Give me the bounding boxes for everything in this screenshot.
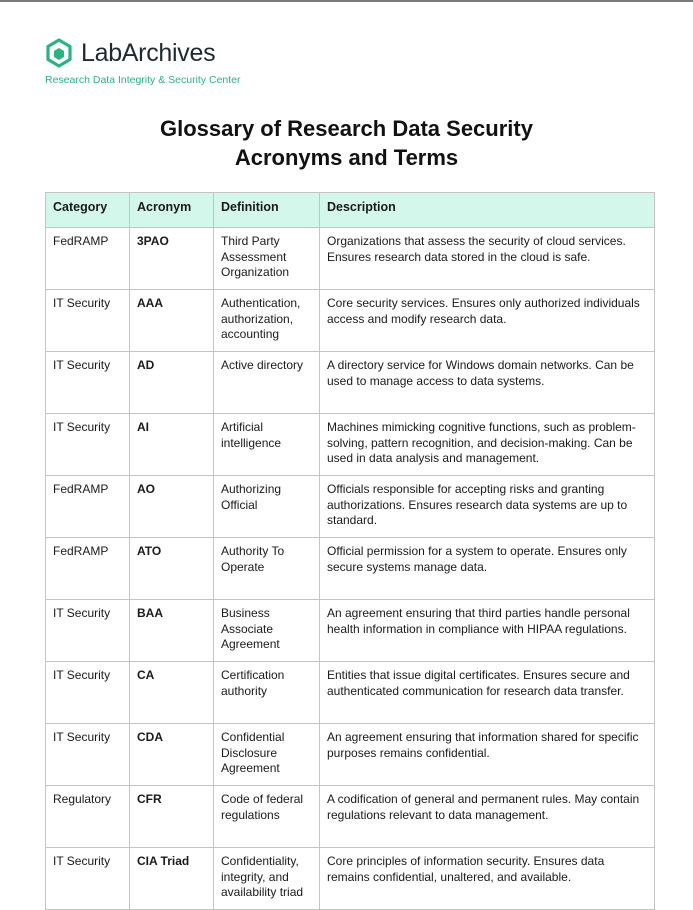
- table-row: [46, 414, 655, 476]
- acronym-cell: AD: [130, 352, 214, 414]
- description-cell: A codification of general and permanent rules. May contain regulations relevant to data management.: [320, 786, 655, 848]
- description-cell: An agreement ensuring that third parties handle personal health information in compliance with HIPAA regulations.: [320, 600, 655, 662]
- definition-cell: Business Associate Agreement: [214, 600, 320, 662]
- brand-tagline: Research Data Integrity & Security Center: [45, 74, 241, 86]
- category-cell: IT Security: [46, 600, 130, 662]
- acronym-cell: BAA: [130, 600, 214, 662]
- category-cell: IT Security: [46, 848, 130, 910]
- brand-header: [45, 38, 241, 86]
- table-row: [46, 290, 655, 352]
- definition-cell: Third Party Assessment Organization: [214, 228, 320, 290]
- table-row: [46, 724, 655, 786]
- acronym-cell: 3PAO: [130, 228, 214, 290]
- table-row: [46, 538, 655, 600]
- table-header-row: [46, 193, 655, 228]
- column-header-description: Description: [320, 193, 655, 228]
- category-cell: IT Security: [46, 352, 130, 414]
- table-row: [46, 786, 655, 848]
- category-cell: IT Security: [46, 414, 130, 476]
- definition-cell: Active directory: [214, 352, 320, 414]
- description-cell: Officials responsible for accepting risks and granting authorizations. Ensures research data systems are up to standard.: [320, 476, 655, 538]
- category-cell: IT Security: [46, 290, 130, 352]
- table-row: [46, 352, 655, 414]
- acronym-cell: CIA Triad: [130, 848, 214, 910]
- definition-cell: Authorizing Official: [214, 476, 320, 538]
- page-title: [0, 114, 693, 172]
- acronym-cell: CDA: [130, 724, 214, 786]
- acronym-cell: AO: [130, 476, 214, 538]
- logo: [45, 38, 241, 68]
- acronym-cell: CA: [130, 662, 214, 724]
- definition-cell: Certification authority: [214, 662, 320, 724]
- definition-cell: Confidentiality, integrity, and availability triad: [214, 848, 320, 910]
- column-header-category: Category: [46, 193, 130, 228]
- category-cell: IT Security: [46, 724, 130, 786]
- description-cell: Organizations that assess the security of cloud services. Ensures research data stored in the cloud is safe.: [320, 228, 655, 290]
- definition-cell: Confidential Disclosure Agreement: [214, 724, 320, 786]
- table-row: [46, 228, 655, 290]
- description-cell: Core security services. Ensures only authorized individuals access and modify research data.: [320, 290, 655, 352]
- top-border: [0, 0, 693, 2]
- description-cell: Core principles of information security. Ensures data remains confidential, unaltered, and available.: [320, 848, 655, 910]
- brand-name: LabArchives: [81, 38, 216, 67]
- description-cell: An agreement ensuring that information shared for specific purposes remains confidential.: [320, 724, 655, 786]
- definition-cell: Code of federal regulations: [214, 786, 320, 848]
- definition-cell: Artificial intelligence: [214, 414, 320, 476]
- definition-cell: Authentication, authorization, accounting: [214, 290, 320, 352]
- title-line-2: Acronyms and Terms: [234, 145, 459, 170]
- description-cell: Official permission for a system to operate. Ensures only secure systems manage data.: [320, 538, 655, 600]
- acronym-cell: ATO: [130, 538, 214, 600]
- table-row: [46, 600, 655, 662]
- column-header-acronym: Acronym: [130, 193, 214, 228]
- category-cell: FedRAMP: [46, 538, 130, 600]
- description-cell: Entities that issue digital certificates. Ensures secure and authenticated communication for research data transfer.: [320, 662, 655, 724]
- definition-cell: Authority To Operate: [214, 538, 320, 600]
- description-cell: A directory service for Windows domain networks. Can be used to manage access to data systems.: [320, 352, 655, 414]
- description-cell: Machines mimicking cognitive functions, such as problem-solving, pattern recognition, and decision-making. Can be used in data analysis and management.: [320, 414, 655, 476]
- title-line-1: Glossary of Research Data Security: [160, 116, 533, 141]
- table-row: [46, 848, 655, 910]
- acronym-cell: AAA: [130, 290, 214, 352]
- labarchives-logo-icon: [45, 38, 73, 68]
- category-cell: FedRAMP: [46, 476, 130, 538]
- table-row: [46, 476, 655, 538]
- acronym-cell: AI: [130, 414, 214, 476]
- category-cell: Regulatory: [46, 786, 130, 848]
- glossary-table: [45, 192, 655, 910]
- category-cell: IT Security: [46, 662, 130, 724]
- category-cell: FedRAMP: [46, 228, 130, 290]
- column-header-definition: Definition: [214, 193, 320, 228]
- acronym-cell: CFR: [130, 786, 214, 848]
- table-row: [46, 662, 655, 724]
